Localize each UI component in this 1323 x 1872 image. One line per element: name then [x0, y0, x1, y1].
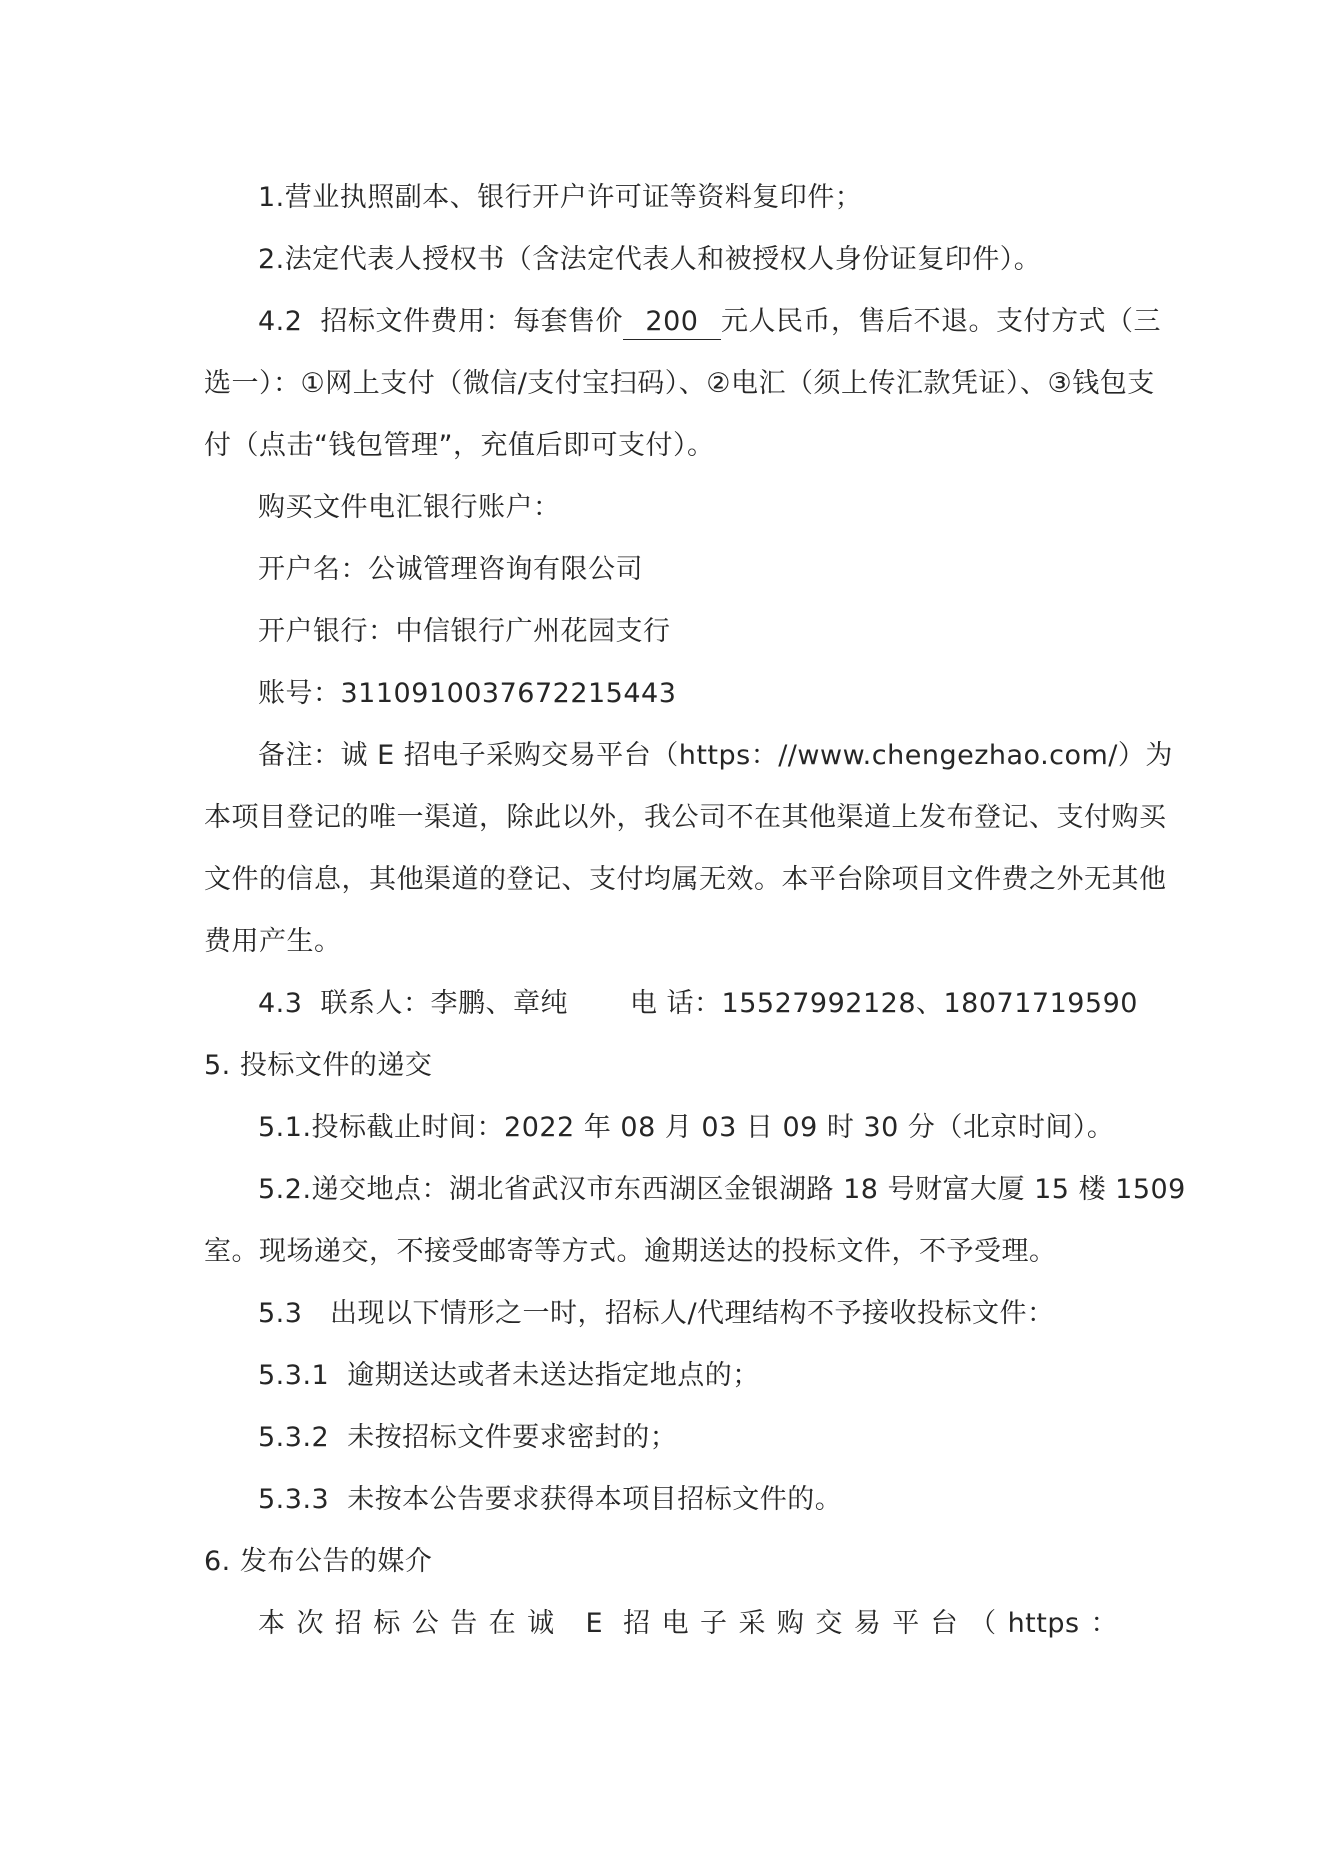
remark-line-4: 费用产生。 — [204, 926, 342, 957]
account-bank: 开户银行：中信银行广州花园支行 — [258, 616, 671, 647]
clause-number: 5.3.2 — [258, 1422, 330, 1453]
bank-account-heading: 购买文件电汇银行账户： — [258, 492, 561, 523]
section-heading-media: 6. 发布公告的媒介 — [204, 1546, 433, 1577]
fee-text-2: 元人民币，售后不退。支付方式（三 — [720, 306, 1161, 337]
contact-phone: 电 话：15527992128、18071719590 — [629, 988, 1138, 1019]
clause-text: 未按招标文件要求密封的； — [347, 1422, 678, 1453]
section-number: 4.2 — [258, 306, 303, 337]
section-heading-submission: 5. 投标文件的递交 — [204, 1050, 433, 1081]
remark-line-2: 本项目登记的唯一渠道，除此以外，我公司不在其他渠道上发布登记、支付购买 — [204, 802, 1167, 833]
contact-line — [258, 987, 1138, 1021]
submission-location: 5.2.递交地点：湖北省武汉市东西湖区金银湖路 18 号财富大厦 15 楼 1509 — [258, 1174, 1186, 1205]
clause-text: 未按本公告要求获得本项目招标文件的。 — [347, 1484, 843, 1515]
fee-price: 200 — [623, 305, 721, 340]
account-number: 账号：3110910037672215443 — [258, 678, 677, 709]
clause-number: 5.3.1 — [258, 1360, 330, 1391]
item-business-license: 1.营业执照副本、银行开户许可证等资料复印件； — [258, 182, 863, 213]
item-authorization-letter: 2.法定代表人授权书（含法定代表人和被授权人身份证复印件）。 — [258, 244, 1042, 275]
remark-line-3: 文件的信息，其他渠道的登记、支付均属无效。本平台除项目文件费之外无其他 — [204, 864, 1167, 895]
section-number: 4.3 — [258, 988, 303, 1019]
media-statement: 本次招标公告在诚 E 招电子采购交易平台（https： — [258, 1608, 1118, 1639]
condition-532 — [258, 1421, 677, 1455]
condition-531 — [258, 1359, 760, 1393]
rejection-conditions: 5.3 出现以下情形之一时，招标人/代理结构不予接收投标文件： — [258, 1298, 1055, 1329]
remark-line: 备注：诚 E 招电子采购交易平台（https：//www.chengezhao.com/）为 — [258, 740, 1173, 771]
payment-wallet: 付（点击“钱包管理”，充值后即可支付）。 — [204, 430, 715, 461]
clause-number: 5.3.3 — [258, 1484, 330, 1515]
clause-text: 逾期送达或者未送达指定地点的； — [347, 1360, 760, 1391]
condition-533 — [258, 1483, 842, 1517]
account-name: 开户名：公诚管理咨询有限公司 — [258, 554, 643, 585]
fee-line — [258, 305, 1161, 340]
submission-location-2: 室。现场递交，不接受邮寄等方式。逾期送达的投标文件，不予受理。 — [204, 1236, 1057, 1267]
submission-deadline: 5.1.投标截止时间：2022 年 08 月 03 日 09 时 30 分（北京时间）。 — [258, 1112, 1115, 1143]
payment-methods: 选一）：①网上支付（微信/支付宝扫码）、②电汇（须上传汇款凭证）、③钱包支 — [204, 368, 1155, 399]
contact-person: 联系人：李鹏、章纯 — [320, 988, 568, 1019]
fee-text: 招标文件费用：每套售价 — [320, 306, 623, 337]
